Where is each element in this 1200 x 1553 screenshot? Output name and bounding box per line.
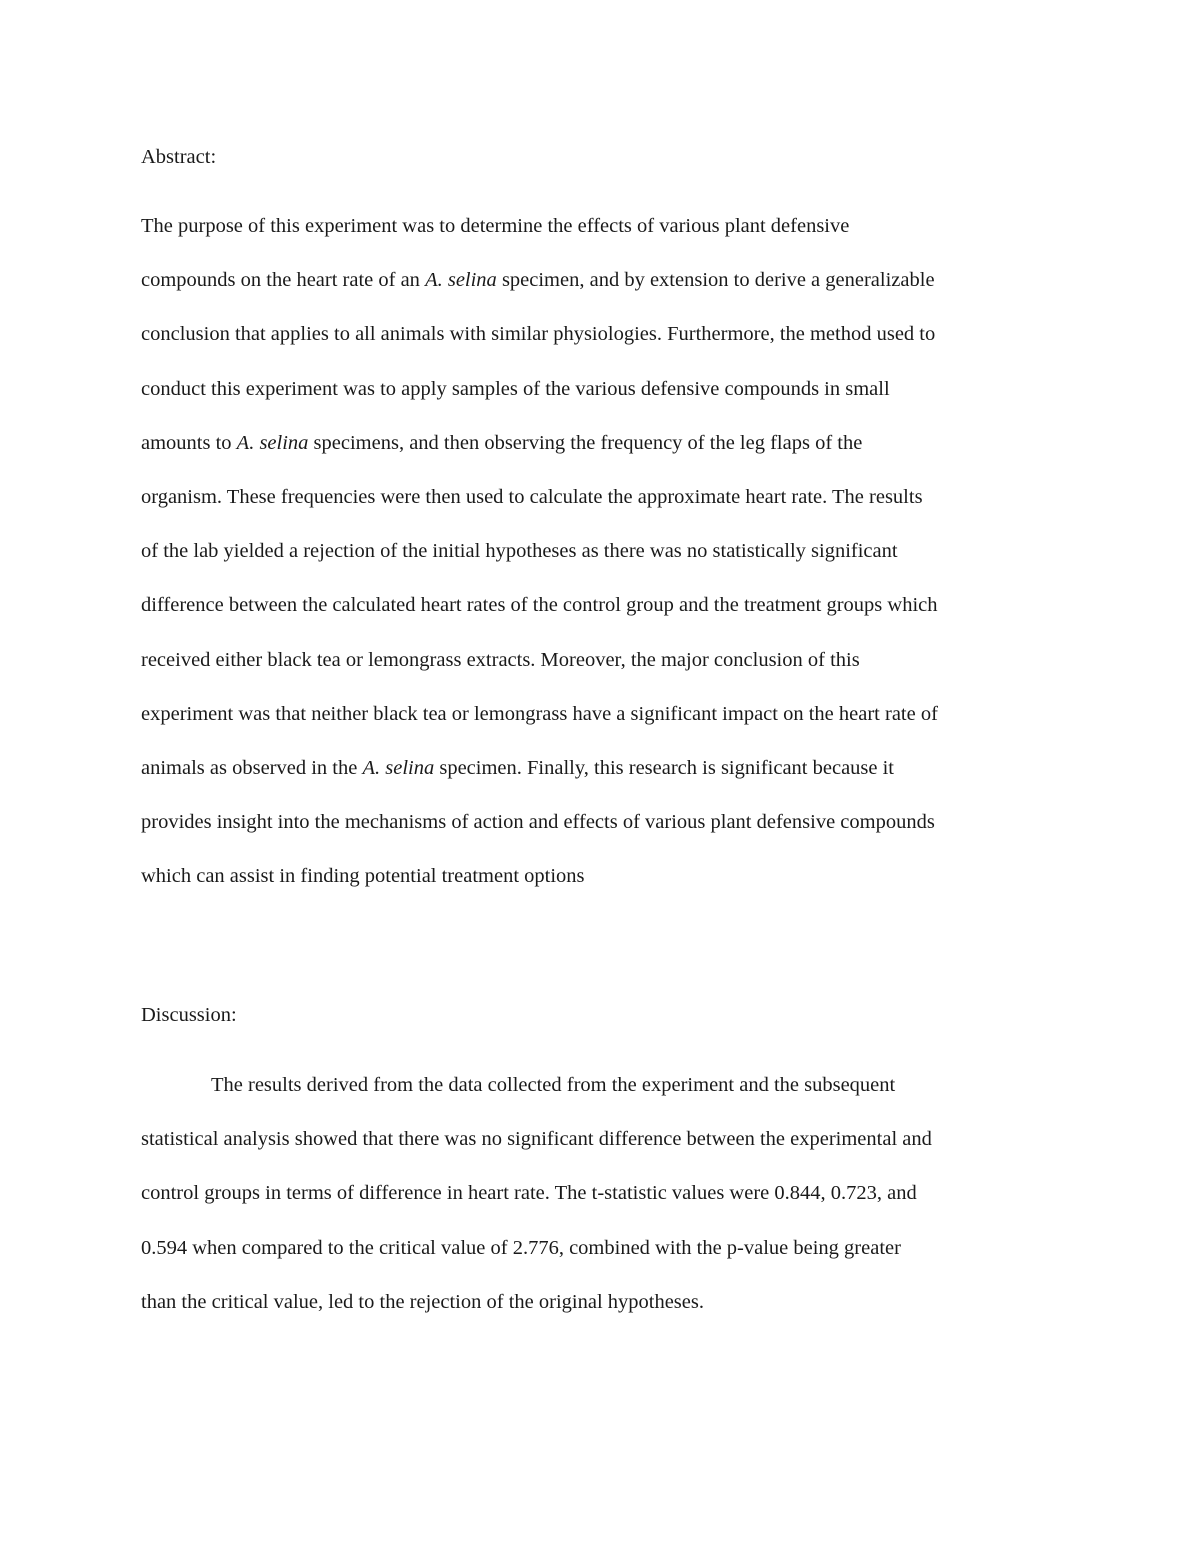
discussion-text-line [141,1287,704,1317]
abstract-text-line [141,645,860,675]
text-run: specimen, and by extension to derive a generalizable [496,269,935,292]
discussion-text-line [141,1233,901,1263]
abstract-text-line [141,536,898,566]
abstract-text-line [141,374,890,404]
text-run: than the critical value, led to the rejection of the original hypotheses. [141,1290,704,1313]
text-run: received either black tea or lemongrass extracts. Moreover, the major conclusion of this [141,648,860,671]
species-name: A. selina [362,757,435,779]
discussion-heading: Discussion: [141,1004,237,1026]
text-run: control groups in terms of difference in heart rate. The t-statistic values were 0.844, 0.723, and [141,1182,917,1205]
abstract-text-line [141,428,862,458]
text-run: which can assist in finding potential treatment options [141,865,585,888]
text-run: conduct this experiment was to apply samples of the various defensive compounds in small [141,377,890,400]
species-name: A. selina [425,269,497,292]
text-run: experiment was that neither black tea or lemongrass have a significant impact on the heart rate of [141,702,938,725]
text-run: 0.594 when compared to the critical value of 2.776, combined with the p-value being greater [141,1236,901,1259]
abstract-text-line [141,211,849,241]
text-run: organism. These frequencies were then used to calculate the approximate heart rate. The results [141,486,923,508]
discussion-text-line [141,1124,932,1154]
abstract-text-line [141,753,894,783]
text-run: animals as observed in the [141,757,363,779]
abstract-heading: Abstract: [141,146,217,168]
discussion-text-line [211,1070,895,1100]
abstract-text-line [141,590,938,620]
abstract-text-line [141,861,585,891]
text-run: statistical analysis showed that there was no significant difference between the experimental and [141,1128,932,1151]
abstract-text-line [141,265,935,295]
text-run: The purpose of this experiment was to determine the effects of various plant defensive [141,215,850,237]
abstract-text-line [141,807,935,837]
abstract-text-line [141,319,935,349]
abstract-text-line [141,699,938,729]
discussion-text-line [141,1178,917,1208]
text-run: provides insight into the mechanisms of action and effects of various plant defensive compounds [141,811,935,834]
abstract-text-line [141,482,923,512]
text-run: difference between the calculated heart rates of the control group and the treatment groups which [141,594,938,617]
species-name: A. selina [236,431,309,454]
text-run: specimens, and then observing the frequency of the leg flaps of the [308,431,863,454]
text-run: The results derived from the data collected from the experiment and the subsequent [211,1074,896,1096]
text-run: amounts to [141,431,237,454]
text-run: of the lab yielded a rejection of the initial hypotheses as there was no statistically significant [141,540,898,563]
text-run: compounds on the heart rate of an [141,269,426,292]
text-run: conclusion that applies to all animals with similar physiologies. Furthermore, the method used to [141,323,936,346]
text-run: specimen. Finally, this research is significant because it [434,757,895,779]
